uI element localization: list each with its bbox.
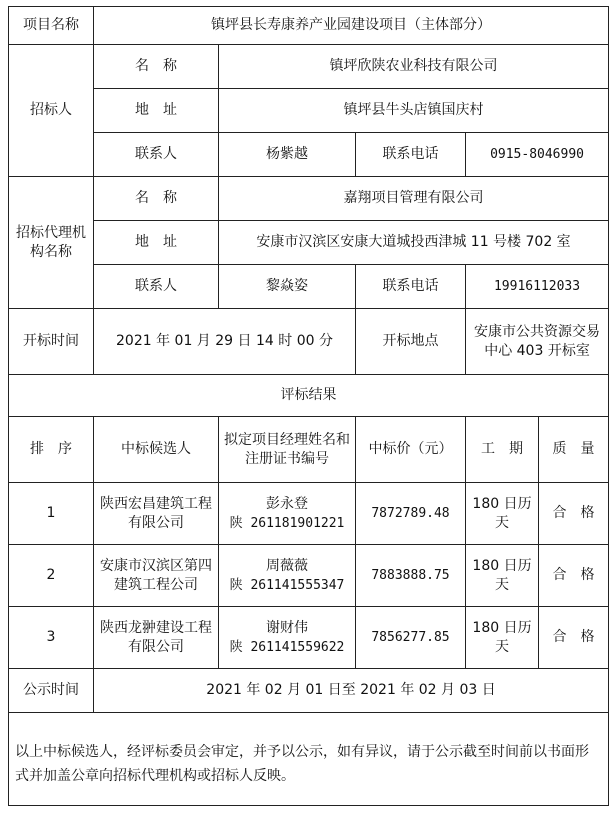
- manager-cert: 陕 261181901221: [229, 515, 345, 531]
- header-quality: 质 量: [539, 417, 609, 483]
- project-name-value: 镇坪县长寿康养产业园建设项目（主体部分）: [94, 7, 609, 45]
- table-row: [9, 607, 609, 669]
- agency-address-label: 地 址: [94, 221, 219, 265]
- opening-time-value: 2021 年 01 月 29 日 14 时 00 分: [94, 309, 356, 375]
- manager-cert: 陕 261141559622: [229, 639, 345, 655]
- period-cell: 180 日历天: [466, 607, 539, 669]
- tenderer-phone-value: 0915-8046990: [466, 133, 609, 177]
- agency-phone-value: 19916112033: [466, 265, 609, 309]
- agency-contact-label: 联系人: [94, 265, 219, 309]
- agency-name-value: 嘉翔项目管理有限公司: [219, 177, 609, 221]
- candidate-cell: 安康市汉滨区第四建筑工程公司: [94, 545, 219, 607]
- results-title: 评标结果: [9, 375, 609, 417]
- header-period: 工 期: [466, 417, 539, 483]
- rank-cell: 3: [9, 607, 94, 669]
- manager-name: 周薇薇: [266, 557, 308, 574]
- header-rank: 排 序: [9, 417, 94, 483]
- tenderer-address-value: 镇坪县牛头店镇国庆村: [219, 89, 609, 133]
- tenderer-name-label: 名 称: [94, 45, 219, 89]
- agency-name-label: 名 称: [94, 177, 219, 221]
- project-name-label: 项目名称: [9, 7, 94, 45]
- quality-cell: 合 格: [539, 483, 609, 545]
- agency-label: 招标代理机构名称: [9, 177, 94, 309]
- opening-time-label: 开标时间: [9, 309, 94, 375]
- price-cell: 7872789.48: [356, 483, 466, 545]
- price-cell: 7856277.85: [356, 607, 466, 669]
- header-candidate: 中标候选人: [94, 417, 219, 483]
- manager-cell: [219, 607, 356, 669]
- tenderer-address-label: 地 址: [94, 89, 219, 133]
- tenderer-contact-label: 联系人: [94, 133, 219, 177]
- header-manager: 拟定项目经理姓名和注册证书编号: [219, 417, 356, 483]
- manager-name: 彭永登: [266, 495, 308, 512]
- tenderer-contact-value: 杨紫越: [219, 133, 356, 177]
- tenderer-phone-label: 联系电话: [356, 133, 466, 177]
- bid-result-table: [8, 6, 609, 806]
- manager-name: 谢财伟: [266, 619, 308, 636]
- notice-text: 以上中标候选人，经评标委员会审定，并予以公示，如有异议，请于公示截至时间前以书面形式并加盖公章向招标代理机构或招标人反映。: [9, 713, 609, 806]
- quality-cell: 合 格: [539, 545, 609, 607]
- agency-phone-label: 联系电话: [356, 265, 466, 309]
- publicity-label: 公示时间: [9, 669, 94, 713]
- tenderer-label: 招标人: [9, 45, 94, 177]
- rank-cell: 2: [9, 545, 94, 607]
- candidate-cell: 陕西龙翀建设工程有限公司: [94, 607, 219, 669]
- table-row: [9, 483, 609, 545]
- period-cell: 180 日历天: [466, 545, 539, 607]
- opening-place-value: 安康市公共资源交易中心 403 开标室: [466, 309, 609, 375]
- manager-cell: [219, 483, 356, 545]
- manager-cell: [219, 545, 356, 607]
- candidate-cell: 陕西宏昌建筑工程有限公司: [94, 483, 219, 545]
- header-price: 中标价（元）: [356, 417, 466, 483]
- agency-contact-value: 黎焱姿: [219, 265, 356, 309]
- tenderer-name-value: 镇坪欣陕农业科技有限公司: [219, 45, 609, 89]
- table-row: [9, 545, 609, 607]
- period-cell: 180 日历天: [466, 483, 539, 545]
- publicity-value: 2021 年 02 月 01 日至 2021 年 02 月 03 日: [94, 669, 609, 713]
- quality-cell: 合 格: [539, 607, 609, 669]
- agency-address-value: 安康市汉滨区安康大道城投西津城 11 号楼 702 室: [219, 221, 609, 265]
- price-cell: 7883888.75: [356, 545, 466, 607]
- manager-cert: 陕 261141555347: [229, 577, 345, 593]
- opening-place-label: 开标地点: [356, 309, 466, 375]
- rank-cell: 1: [9, 483, 94, 545]
